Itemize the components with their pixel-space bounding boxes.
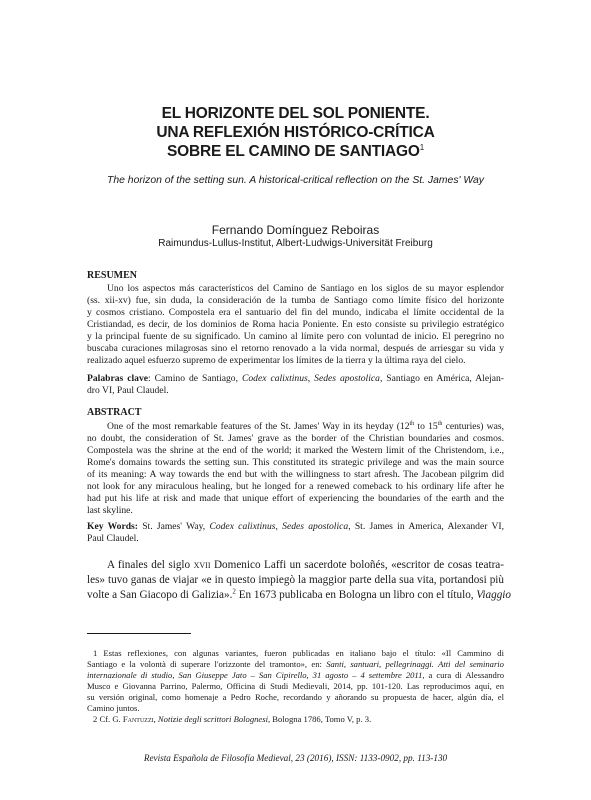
body-text: Domenico Laffi un sacerdote boloñés, «escritor de cosas teatra- bbox=[210, 559, 504, 571]
body-text: En 1673 publicaba en Bologna un libro con el título, bbox=[235, 589, 477, 601]
footnote-text: , a cura di Alessandro bbox=[422, 670, 505, 680]
footnote-text: Santiago e la volontà di superare l'orizzonte del tramonto», en: bbox=[87, 659, 327, 669]
keywords-text: , Santiago en América, Alejan- bbox=[379, 373, 504, 384]
abstract-text: One of the most remarkable features of the St. James' Way in its heyday (12 bbox=[107, 421, 410, 432]
abstract-line bbox=[107, 421, 504, 433]
resumen-keywords-cont: dro VI, Paul Claudel. bbox=[87, 385, 169, 396]
ordinal-sup: th bbox=[437, 420, 443, 427]
abstract-line: not look for any miraculous healing, but he longed for a renewed comeback to his ordinary life after he bbox=[87, 481, 504, 492]
title-line-3-text: SOBRE EL CAMINO DE SANTIAGO bbox=[167, 143, 420, 160]
abstract-line: of its meaning: A way towards the end but with the willingness to start afresh. The Jacobean pilgrim did bbox=[87, 469, 504, 480]
abstract-line: Compostela was the shrine at the end of the world; it marked the Western limit of the Christendom, i.e., bbox=[87, 445, 504, 456]
abstract-keywords-cont: Paul Claudel. bbox=[87, 533, 139, 544]
footnote-text: Santi, santuari, pellegrinaggi. Atti del seminario bbox=[326, 659, 504, 669]
footnote-2 bbox=[93, 714, 510, 725]
english-subtitle: The horizon of the setting sun. A historical-critical reflection on the St. James' Way bbox=[107, 175, 484, 186]
ordinal-sup: th bbox=[409, 420, 415, 427]
keywords-text: , bbox=[307, 373, 315, 384]
footnote-text: Notizie degli scrittori Bolognesi bbox=[157, 714, 268, 724]
abstract-line: Rome's domains towards the setting sun. This constituted its strategic privilege and was the main source bbox=[87, 457, 504, 468]
abstract-text: to 15 bbox=[414, 421, 438, 432]
footnote-ref-2[interactable]: 2 bbox=[232, 587, 236, 596]
resumen-line: y cosmos cristiano. Compostela era el santuario del fin del mundo, indicaba el límite occidental de la bbox=[87, 307, 504, 318]
resumen-line: (ss. xii-xv) fue, sin duda, la consideración de la tumba de Santiago como límite físico del horizonte bbox=[87, 295, 504, 306]
footnote-text: Fantuzzi bbox=[122, 714, 154, 724]
resumen-heading: RESUMEN bbox=[87, 270, 138, 281]
body-line bbox=[107, 558, 504, 573]
keywords-text: Sedes apostolica bbox=[282, 521, 349, 532]
abstract-line: had put his life at risk and made that unique effort of experiencing the boundaries of the earth and the bbox=[87, 493, 504, 504]
author-name: Fernando Domínguez Reboiras bbox=[211, 223, 380, 237]
abstract-heading: ABSTRACT bbox=[87, 407, 142, 418]
body-line: les» tuvo ganas de viajar «e in questo impiegò la maggior parte della sua vita, portandosi più bbox=[87, 574, 504, 586]
body-text: xvii bbox=[193, 559, 211, 571]
keywords-text: , bbox=[275, 521, 283, 532]
footnote-1-line: Musco e Giovanna Parrino, Palermo, Officina di Studi Medievali, 2014, pp. 101-120. Las reproducimos aquí, en bbox=[87, 681, 504, 691]
body-text: A finales del siglo bbox=[107, 559, 194, 571]
resumen-line: realizado aquel esfuerzo supremo de experimentar los límites de la tierra y la última raya del cielo. bbox=[87, 355, 466, 366]
abstract-keywords bbox=[87, 521, 504, 533]
resumen-line: y la principal fuente de su significado. Un camino al límite pero con voluntad de inicio. El peregrino no bbox=[87, 331, 504, 342]
body-text: Viaggio bbox=[476, 589, 512, 601]
abstract-keywords-label: Key Words: bbox=[87, 521, 138, 532]
abstract-text: centuries) was, bbox=[442, 421, 504, 432]
author-affiliation: Raimundus-Lullus-Institut, Albert-Ludwigs-Universität Freiburg bbox=[158, 238, 433, 249]
footnote-1-line: Camino juntos. bbox=[87, 703, 140, 713]
keywords-text: Codex calixtinus bbox=[241, 373, 308, 384]
footnote-text: , bbox=[153, 714, 158, 724]
journal-footer: Revista Española de Filosofía Medieval, 23 (2016), ISSN: 1133-0902, pp. 113-130 bbox=[143, 753, 448, 763]
resumen-line: Cristiandad, es decir, de los dominios de Roma hacia Poniente. En esto consiste su privilegio estratégico bbox=[87, 319, 504, 330]
abstract-line: no doubt, the consideration of St. James' grave as the border of the Christian boundaries and cosmos. bbox=[87, 433, 504, 444]
footnote-text: , Bologna 1786, Tomo V, p. 3. bbox=[267, 714, 372, 724]
title-footnote-ref[interactable]: 1 bbox=[419, 142, 424, 152]
resumen-line: buscaba curaciones milagrosas sino el retorno renovado a la vida normal, después de arriesgar su vida y bbox=[87, 343, 504, 354]
footnote-1-line: su versión original, como homenaje a Pedro Roche, recordando y añorando su propuesta de hacer, algún día, el bbox=[87, 692, 504, 702]
keywords-text: Sedes apostolica bbox=[314, 373, 380, 384]
footnote-text: internazionale di studio, San Giuseppe Jato – San Cipirello, 31 agosto – 4 settembre 2011 bbox=[87, 670, 423, 680]
footnote-1-line bbox=[87, 670, 504, 681]
resumen-keywords bbox=[87, 373, 504, 385]
abstract-line: last skyline. bbox=[87, 505, 133, 516]
title-line-2: UNA REFLEXIÓN HISTÓRICO-CRÍTICA bbox=[156, 124, 435, 141]
keywords-text: Codex calixtinus bbox=[209, 521, 276, 532]
body-line bbox=[87, 587, 512, 603]
footnote-1-line bbox=[87, 659, 504, 670]
resumen-line: Uno los aspectos más característicos del Camino de Santiago en los siglos de su mayor esplendor bbox=[107, 283, 504, 294]
title-line-1: EL HORIZONTE DEL SOL PONIENTE. bbox=[161, 105, 430, 122]
resumen-keywords-label: Palabras clave bbox=[87, 373, 148, 384]
title-line-3 bbox=[60, 142, 531, 161]
footnote-text: 2 Cf. G. bbox=[93, 714, 123, 724]
keywords-text: St. James' Way, bbox=[137, 521, 210, 532]
keywords-text: , St. James in America, Alexander VI, bbox=[348, 521, 504, 532]
body-text: volte a San Giacopo di Galizia». bbox=[87, 589, 233, 601]
footnote-1-line: 1 Estas reflexiones, con algunas variantes, fueron publicadas en italiano bajo el título: «Il Cammino di bbox=[93, 648, 504, 658]
keywords-text: : Camino de Santiago, bbox=[148, 373, 242, 384]
footnote-separator bbox=[87, 633, 191, 634]
